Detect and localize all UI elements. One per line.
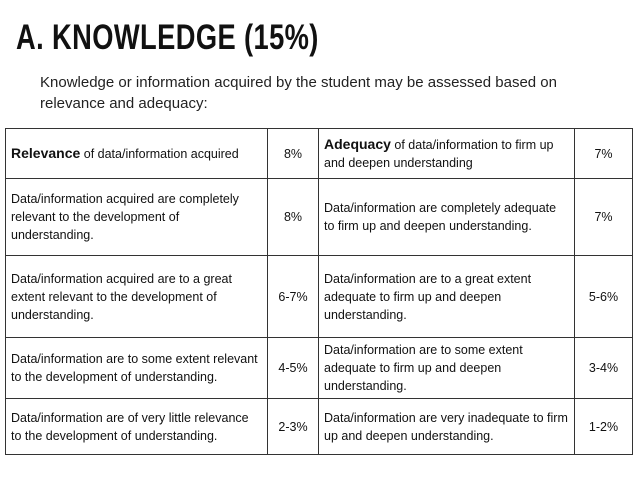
adequacy-cell: Data/information are to a great extent adequate to firm up and deepen understanding. xyxy=(319,256,575,338)
relevance-cell: Data/information acquired are to a great extent relevant to the development of understanding. xyxy=(6,256,268,338)
adequacy-cell: Data/information are completely adequate to firm up and deepen understanding. xyxy=(319,179,575,256)
adequacy-cell: Data/information are to some extent adequate to firm up and deepen understanding. xyxy=(319,338,575,399)
relevance-cell: Data/information are of very little relevance to the development of understanding. xyxy=(6,399,268,455)
adequacy-header-text: of data/information to firm up and deepen understanding xyxy=(324,138,554,170)
rubric-table xyxy=(5,128,633,455)
relevance-header-text: of data/information acquired xyxy=(80,147,239,161)
adequacy-header-cell xyxy=(319,129,575,179)
adequacy-pct-cell: 5-6% xyxy=(575,256,633,338)
relevance-cell: Data/information are to some extent relevant to the development of understanding. xyxy=(6,338,268,399)
table-row xyxy=(6,338,633,399)
page-title: A. KNOWLEDGE (15%) xyxy=(16,18,319,57)
intro-paragraph: Knowledge or information acquired by the student may be assessed based on relevance and adequacy: xyxy=(40,74,557,112)
table-row xyxy=(6,179,633,256)
adequacy-pct-cell: 1-2% xyxy=(575,399,633,455)
adequacy-header-pct: 7% xyxy=(575,129,633,179)
relevance-pct-cell: 4-5% xyxy=(268,338,319,399)
table-row xyxy=(6,256,633,338)
relevance-header-pct: 8% xyxy=(268,129,319,179)
relevance-pct-cell: 2-3% xyxy=(268,399,319,455)
adequacy-cell: Data/information are very inadequate to firm up and deepen understanding. xyxy=(319,399,575,455)
table-row xyxy=(6,399,633,455)
table-header-row xyxy=(6,129,633,179)
relevance-header-cell xyxy=(6,129,268,179)
adequacy-pct-cell: 7% xyxy=(575,179,633,256)
adequacy-pct-cell: 3-4% xyxy=(575,338,633,399)
relevance-pct-cell: 6-7% xyxy=(268,256,319,338)
relevance-header-bold: Relevance xyxy=(11,145,81,161)
adequacy-header-bold: Adequacy xyxy=(324,136,391,152)
relevance-pct-cell: 8% xyxy=(268,179,319,256)
relevance-cell: Data/information acquired are completely relevant to the development of understanding. xyxy=(6,179,268,256)
